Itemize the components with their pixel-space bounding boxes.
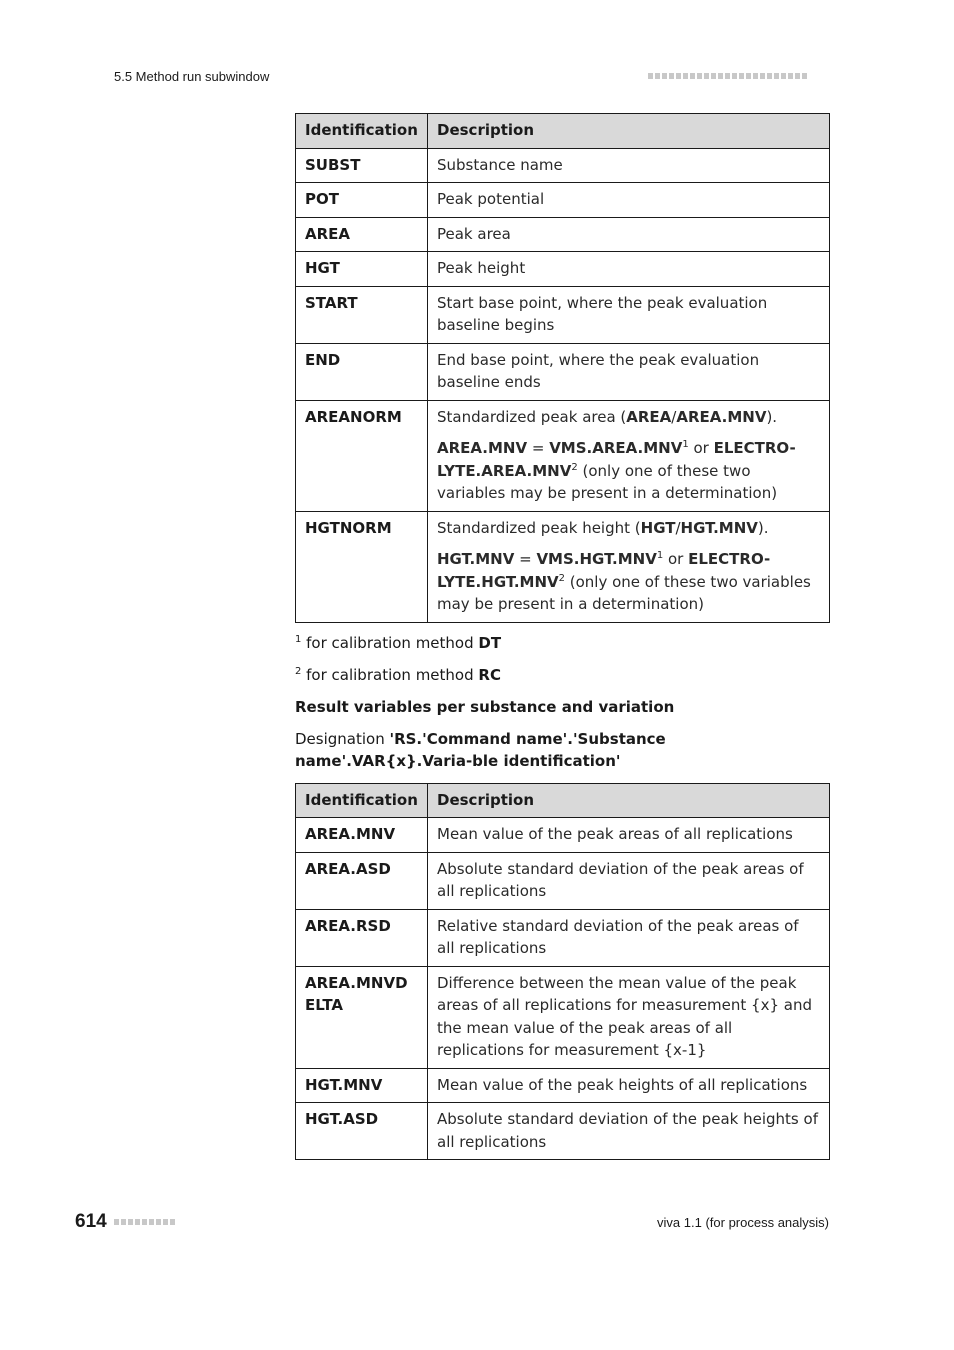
- table-row: [296, 148, 830, 183]
- identification-cell: AREA: [296, 217, 428, 252]
- description-cell: Absolute standard deviation of the peak heights of all replications: [428, 1103, 830, 1160]
- description-cell: Relative standard deviation of the peak areas of all replications: [428, 909, 830, 966]
- description-cell: Mean value of the peak areas of all replications: [428, 818, 830, 853]
- description-paragraph: [437, 406, 820, 429]
- variable-name: HGT.MNV: [680, 518, 758, 537]
- text-run: ).: [757, 518, 769, 537]
- page-content: [295, 113, 830, 1160]
- variable-name: VMS.AREA.MNV: [549, 439, 683, 457]
- text-run: Standardized peak height (: [437, 518, 641, 537]
- identification-cell: HGT: [296, 252, 428, 287]
- page-number: 614: [75, 1211, 107, 1232]
- text-run: ).: [766, 407, 778, 426]
- identification-cell: END: [296, 343, 428, 400]
- identification-cell: AREA.MNV: [296, 818, 428, 853]
- table-row: [296, 1103, 830, 1160]
- text-run: Standardized peak area (: [437, 407, 627, 426]
- variable-name: ELECTRO-LYTE.HGT.MNV: [437, 550, 771, 591]
- table-row: [296, 343, 830, 400]
- description-cell: [428, 400, 830, 511]
- column-header: Identification: [296, 114, 428, 149]
- variable-name: AREA.MNV: [437, 439, 528, 457]
- identification-cell: SUBST: [296, 148, 428, 183]
- footnote-method: DT: [478, 633, 502, 652]
- table-row: [296, 286, 830, 343]
- table-row: [296, 252, 830, 287]
- designation-line: [295, 728, 830, 773]
- product-name: viva 1.1 (for process analysis): [657, 1215, 829, 1230]
- variable-name: VMS.HGT.MNV: [536, 550, 657, 568]
- column-header: Description: [428, 114, 830, 149]
- table-row: [296, 1068, 830, 1103]
- table-row: [296, 818, 830, 853]
- footnotes: [295, 632, 830, 686]
- footnote: [295, 664, 830, 686]
- table-header-row: [296, 114, 830, 149]
- identification-cell: HGTNORM: [296, 511, 428, 622]
- footnote-ref: 1: [656, 550, 664, 561]
- footnote: [295, 632, 830, 654]
- designation-label: Designation: [295, 729, 390, 748]
- table-row: [296, 966, 830, 1068]
- identification-cell: START: [296, 286, 428, 343]
- description-cell: [428, 511, 830, 622]
- footnote-ref: 2: [558, 572, 565, 584]
- identification-cell: AREA.ASD: [296, 852, 428, 909]
- table-row: [296, 909, 830, 966]
- result-variables-table: [295, 113, 830, 623]
- description-cell: Absolute standard deviation of the peak areas of all replications: [428, 852, 830, 909]
- designation-value: 'RS.'Command name'.'Substance name'.VAR{x}.Varia-ble identification': [295, 729, 666, 770]
- table-row: [296, 217, 830, 252]
- column-header: Identification: [296, 783, 428, 818]
- text-run: =: [527, 439, 550, 457]
- footnote-text: for calibration method: [301, 633, 479, 652]
- table-row: [296, 183, 830, 218]
- identification-cell: POT: [296, 183, 428, 218]
- table-row: [296, 852, 830, 909]
- text-run: (only one of these two variables may be present in a determination): [437, 461, 778, 502]
- description-cell: Peak height: [428, 252, 830, 287]
- column-header: Description: [428, 783, 830, 818]
- footnote-marker: 2: [295, 665, 302, 677]
- description-cell: Mean value of the peak heights of all replications: [428, 1068, 830, 1103]
- description-cell: Peak area: [428, 217, 830, 252]
- identification-cell: AREA.MNVD ELTA: [296, 966, 428, 1068]
- description-cell: Difference between the mean value of the peak areas of all replications for measurement {x} and the mean value of the peak areas of all replications for measurement {x-1}: [428, 966, 830, 1068]
- footnote-text: for calibration method: [301, 665, 479, 684]
- text-run: or: [688, 439, 714, 457]
- footnote-method: RC: [478, 665, 501, 684]
- identification-cell: HGT.MNV: [296, 1068, 428, 1103]
- footer-decorative-dots: [114, 1219, 175, 1225]
- description-cell: Substance name: [428, 148, 830, 183]
- identification-cell: HGT.ASD: [296, 1103, 428, 1160]
- table-header-row: [296, 783, 830, 818]
- text-run: =: [514, 550, 537, 568]
- variable-name: HGT: [640, 518, 676, 537]
- description-paragraph: [437, 517, 820, 540]
- section-heading: Result variables per substance and variation: [295, 697, 675, 716]
- header-decorative-dots: [648, 73, 807, 79]
- table-row-areanorm: [296, 400, 830, 511]
- running-header-section: 5.5 Method run subwindow: [114, 69, 270, 84]
- footnote-ref: 2: [571, 461, 578, 473]
- table-row-hgtnorm: [296, 511, 830, 622]
- identification-cell: AREANORM: [296, 400, 428, 511]
- variable-name: AREA: [626, 407, 672, 426]
- description-cell: End base point, where the peak evaluation baseline ends: [428, 343, 830, 400]
- description-paragraph: [437, 437, 820, 505]
- footnote-marker: 1: [295, 633, 302, 645]
- text-run: or: [663, 550, 689, 568]
- text-run: /: [675, 518, 681, 537]
- footnote-ref: 1: [682, 439, 689, 450]
- description-cell: Start base point, where the peak evaluation baseline begins: [428, 286, 830, 343]
- text-run: (only one of these two variables may be present in a determination): [437, 572, 811, 613]
- description-paragraph: [437, 548, 820, 616]
- text-run: /: [671, 407, 677, 426]
- variable-name: ELECTRO-LYTE.AREA.MNV: [437, 439, 796, 480]
- variation-variables-table: [295, 783, 830, 1161]
- identification-cell: AREA.RSD: [296, 909, 428, 966]
- description-cell: Peak potential: [428, 183, 830, 218]
- variable-name: AREA.MNV: [676, 407, 767, 426]
- variable-name: HGT.MNV: [437, 550, 515, 568]
